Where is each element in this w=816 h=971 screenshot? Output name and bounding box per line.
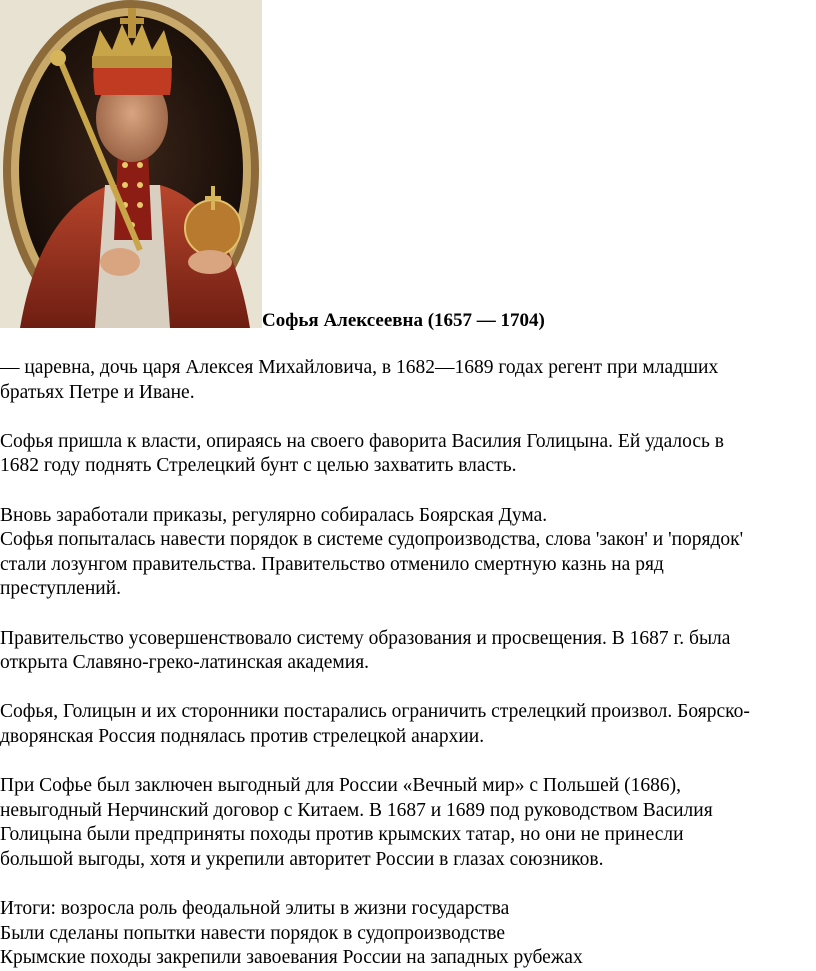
- paragraph-gap: [0, 479, 816, 504]
- paragraph-gap: [0, 602, 816, 627]
- page-title: Софья Алексеевна (1657 — 1704): [262, 310, 545, 331]
- paragraph-gap: [0, 405, 816, 430]
- text-line: невыгодный Нерчинский договор с Китаем. В 1687 и 1689 под руководством Василия: [0, 799, 713, 821]
- portrait-drawing: [0, 0, 262, 328]
- text-line: преступлений.: [0, 578, 121, 600]
- text-line: дворянская Россия поднялась против стрелецкой анархии.: [0, 725, 485, 747]
- text-line: Вновь заработали приказы, регулярно собиралась Боярская Дума.: [0, 504, 548, 526]
- text-line: Итоги: возросла роль феодальной элиты в жизни государства: [0, 898, 510, 920]
- text-line: открыта Славяно-греко-латинская академия.: [0, 652, 370, 674]
- text-line: Софья попыталась навести порядок в системе судопроизводства, слова 'закон' и 'порядок': [0, 529, 744, 551]
- text-line: Софья пришла к власти, опираясь на своего фаворита Василия Голицына. Ей удалось в: [0, 430, 725, 452]
- document-body: [0, 356, 816, 971]
- text-line: большой выгоды, хотя и укрепили авторитет России в глазах союзников.: [0, 848, 604, 870]
- text-line: стали лозунгом правительства. Правительство отменило смертную казнь на ряд: [0, 553, 664, 575]
- text-line: 1682 году поднять Стрелецкий бунт с целью захватить власть.: [0, 455, 517, 477]
- paragraph-gap: [0, 872, 816, 897]
- text-line: Были сделаны попытки навести порядок в судопроизводстве: [0, 922, 505, 944]
- text-line: Крымские походы закрепили завоевания России на западных рубежах: [0, 947, 583, 969]
- portrait-image: [0, 0, 262, 328]
- text-line: — царевна, дочь царя Алексея Михайловича, в 1682—1689 годах регент при младших: [0, 357, 719, 378]
- text-line: братьях Петре и Иване.: [0, 381, 195, 403]
- text-line: При Софье был заключен выгодный для России «Вечный мир» с Польшей (1686),: [0, 775, 681, 797]
- text-line: Голицына были предприняты походы против крымских татар, но они не принесли: [0, 824, 684, 846]
- paragraph-gap: [0, 676, 816, 701]
- text-line: Правительство усовершенствовало систему образования и просвещения. В 1687 г. была: [0, 627, 731, 649]
- paragraph-gap: [0, 750, 816, 775]
- text-line: Софья, Голицын и их сторонники постарались ограничить стрелецкий произвол. Боярско-: [0, 701, 750, 723]
